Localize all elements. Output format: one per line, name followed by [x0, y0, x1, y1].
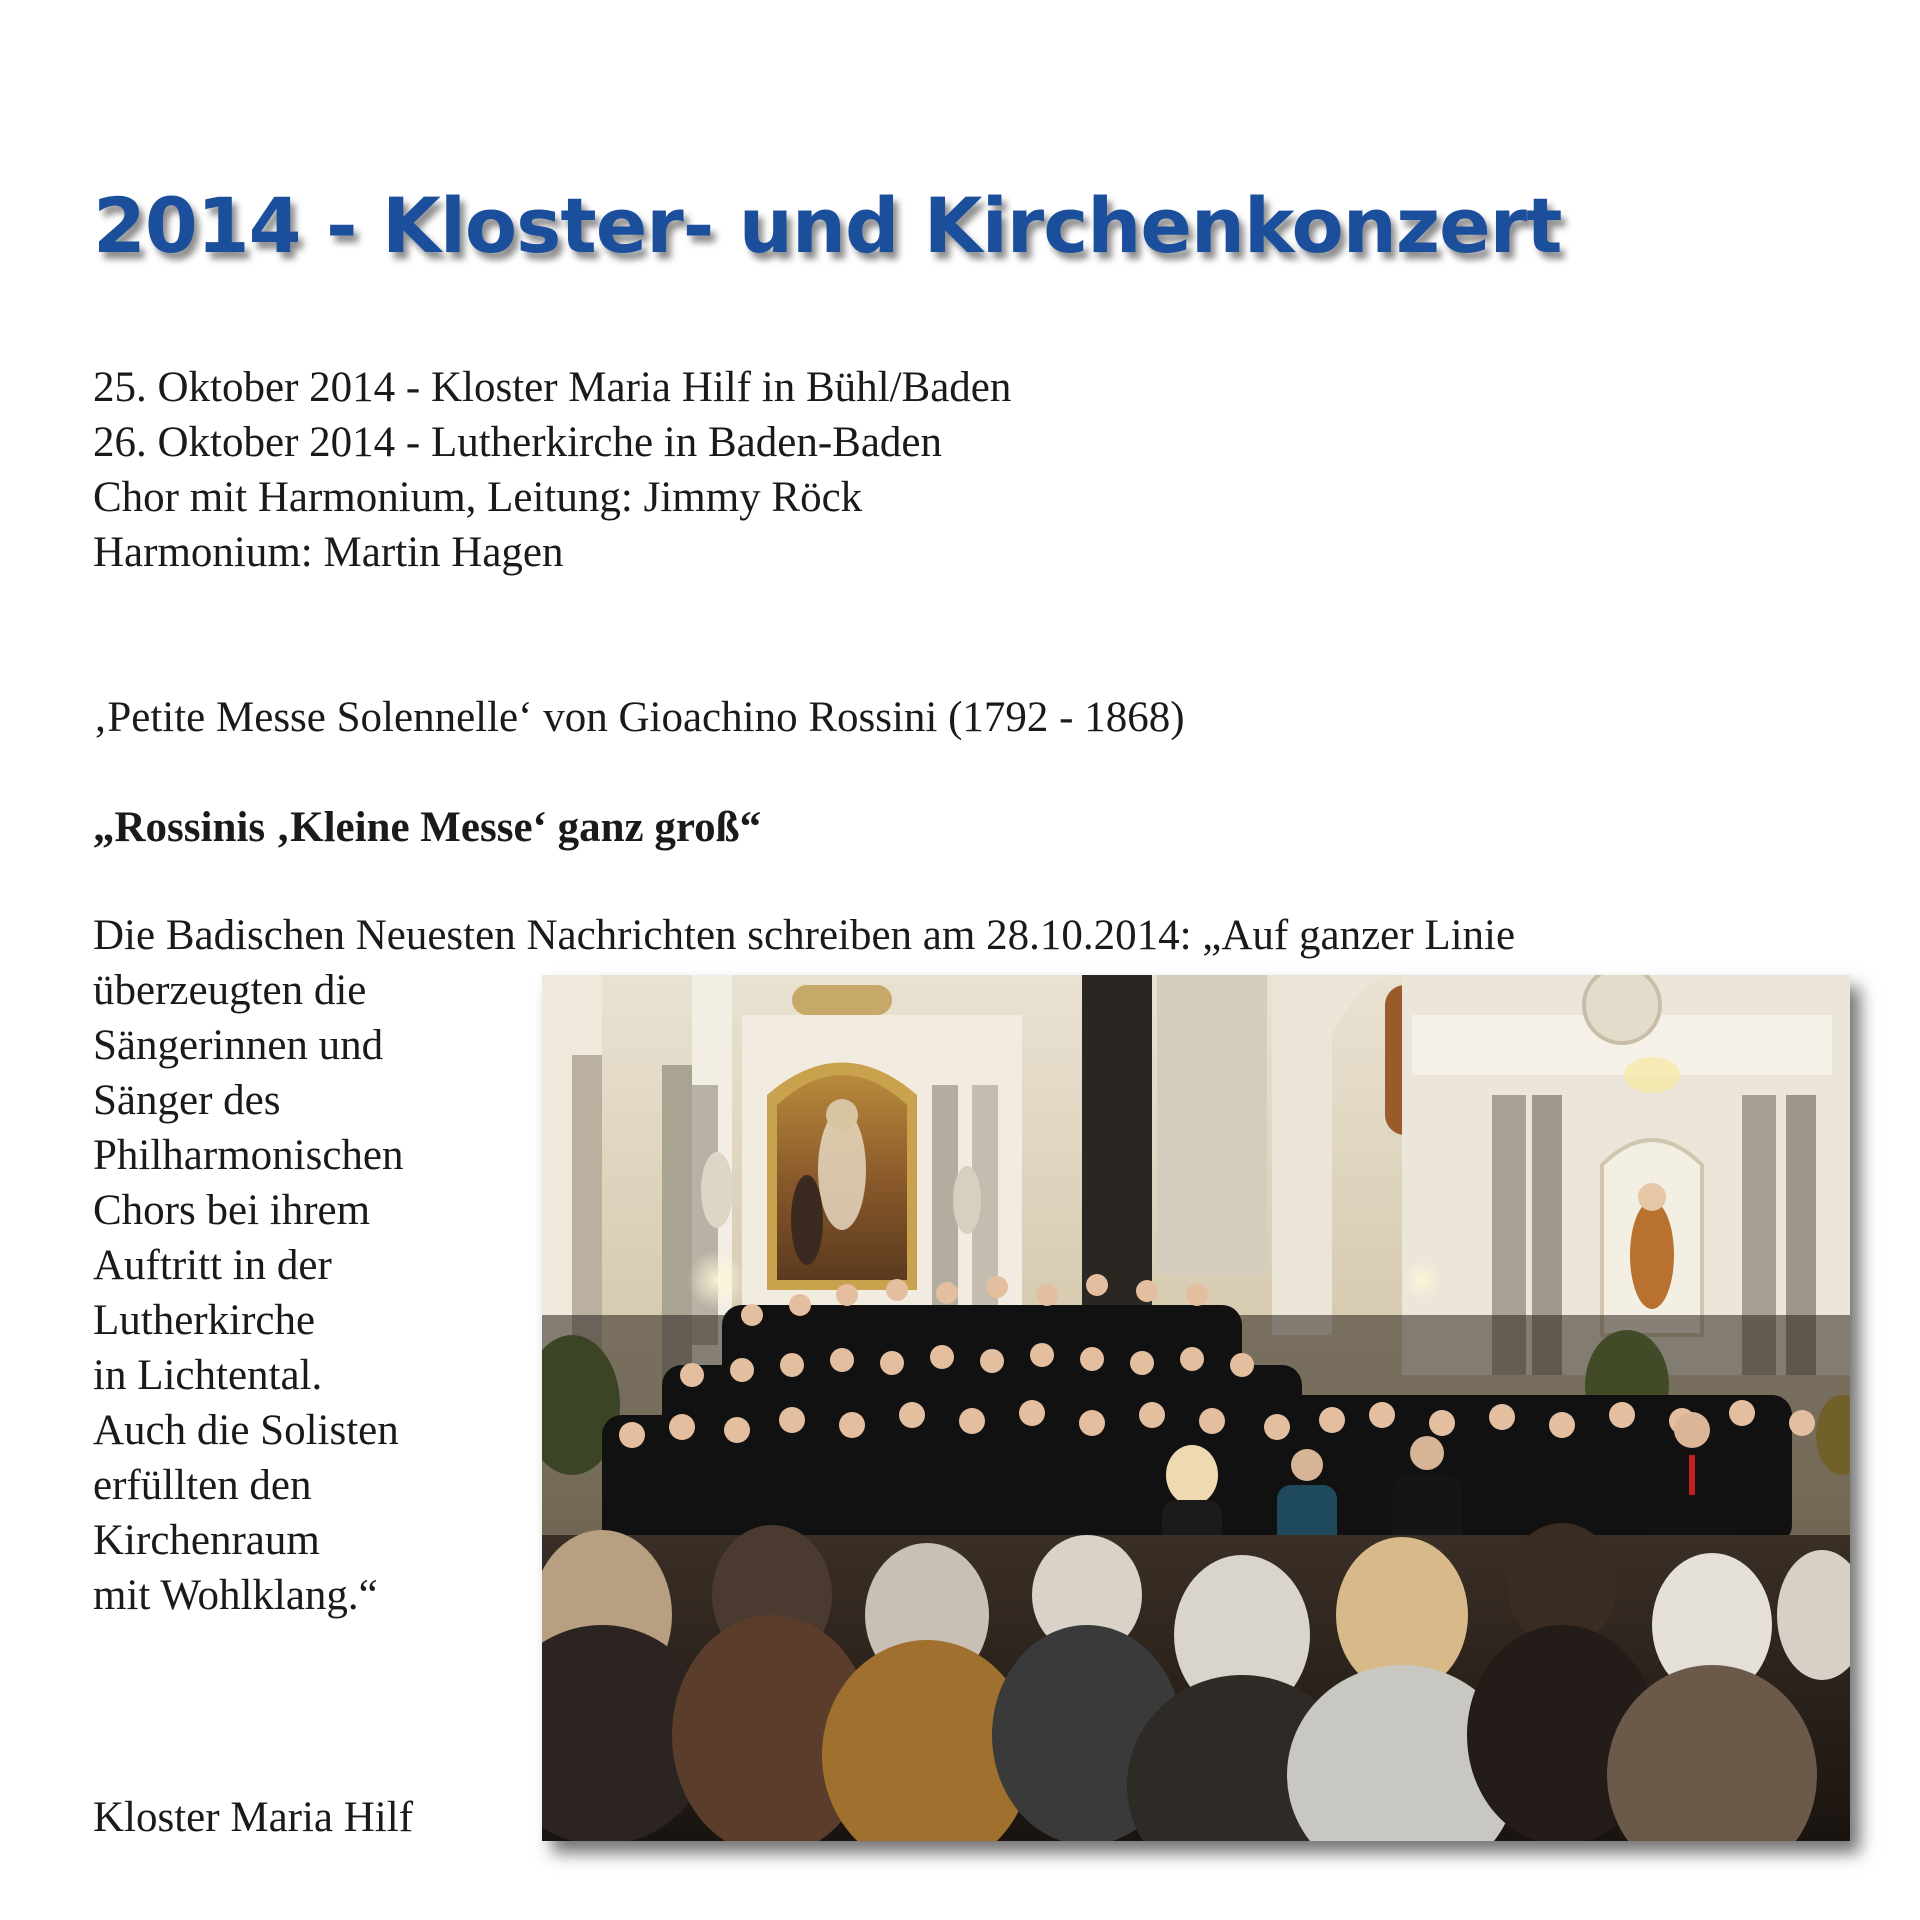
review-line: Lutherkirche [93, 1297, 316, 1344]
review-intro: Die Badischen Neuesten Nachrichten schreiben am 28.10.2014: „Auf ganzer Linie [93, 912, 1516, 959]
review-line: Auftritt in der [93, 1242, 332, 1289]
review-line: Chors bei ihrem [93, 1187, 371, 1234]
review-headline: „Rossinis ‚Kleine Messe‘ ganz groß“ [93, 804, 762, 851]
concert-info [93, 360, 1011, 580]
review-line: Auch die Solisten [93, 1407, 399, 1454]
concert-photo [542, 975, 1850, 1841]
info-line-date-1: 25. Oktober 2014 - Kloster Maria Hilf in Bühl/Baden [93, 364, 1012, 411]
review-line: mit Wohlklang.“ [93, 1572, 378, 1619]
review-line: Kirchenraum [93, 1517, 320, 1564]
info-line-date-2: 26. Oktober 2014 - Lutherkirche in Baden-Baden [93, 419, 942, 466]
info-line-choir: Chor mit Harmonium, Leitung: Jimmy Röck [93, 474, 863, 521]
review-quote [93, 963, 404, 1623]
review-line: überzeugten die [93, 967, 367, 1014]
photo-caption: Kloster Maria Hilf [93, 1794, 414, 1841]
review-line: in Lichtental. [93, 1352, 323, 1399]
review-line: Sänger des [93, 1077, 281, 1124]
work-title: ‚Petite Messe Solennelle‘ von Gioachino Rossini (1792 - 1868) [93, 694, 1185, 741]
page-title: 2014 - Kloster- und Kirchenkonzert [93, 181, 1562, 270]
review-line: Philharmonischen [93, 1132, 404, 1179]
review-line: Sängerinnen und [93, 1022, 384, 1069]
review-line: erfüllten den [93, 1462, 312, 1509]
info-line-harmonium: Harmonium: Martin Hagen [93, 529, 564, 576]
